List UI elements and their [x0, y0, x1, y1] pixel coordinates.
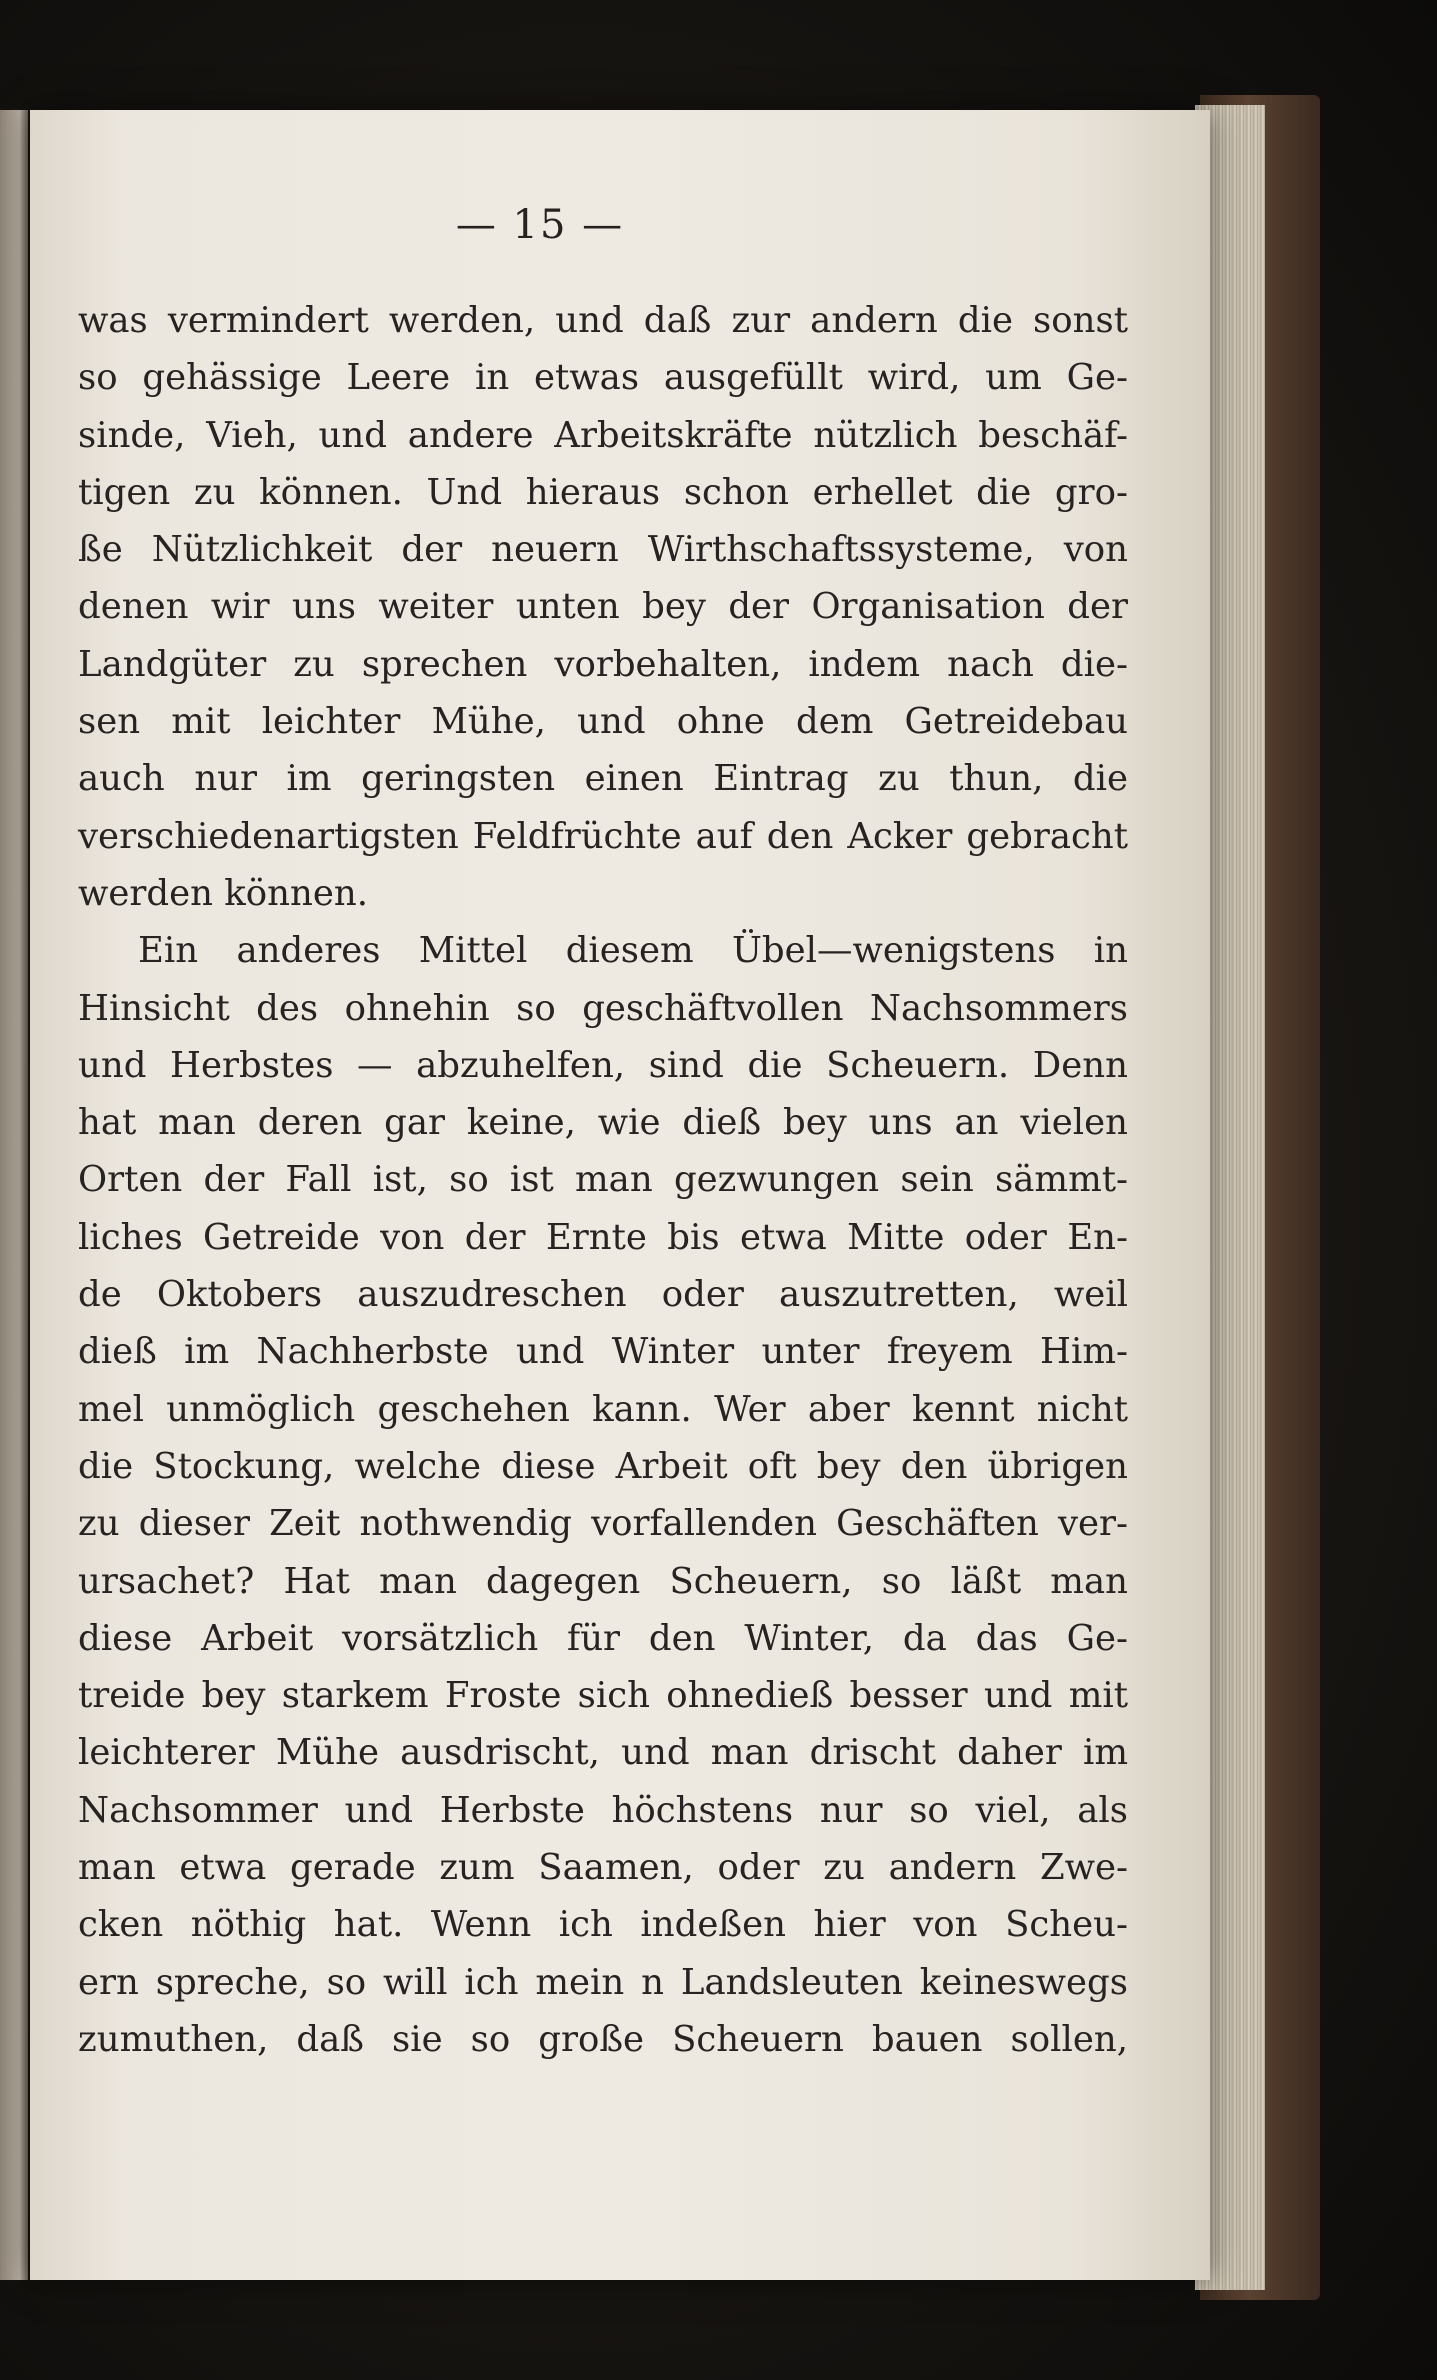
text-line: liches Getreide von der Ernte bis etwa Mitte oder En-	[78, 1216, 1128, 1258]
book-page	[30, 110, 1210, 2280]
text-line: so gehässige Leere in etwas ausgefüllt wird, um Ge-	[78, 357, 1128, 399]
text-line: verschiedenartigsten Feldfrüchte auf den Acker gebracht	[78, 815, 1128, 857]
text-line: ern spreche, so will ich mein n Landsleuten keineswegs	[78, 1961, 1128, 2003]
text-line: werden können.	[78, 872, 369, 914]
text-line: auch nur im geringsten einen Eintrag zu thun, die	[78, 758, 1128, 800]
text-line: de Oktobers auszudreschen oder auszutretten, weil	[78, 1274, 1128, 1316]
text-line: zu dieser Zeit nothwendig vorfallenden Geschäften ver-	[78, 1503, 1128, 1545]
page-number: — 15 —	[455, 202, 625, 248]
text-line: tigen zu können. Und hieraus schon erhellet die gro-	[78, 471, 1128, 513]
text-line: denen wir uns weiter unten bey der Organisation der	[78, 586, 1128, 628]
text-line: Nachsommer und Herbste höchstens nur so viel, als	[78, 1789, 1128, 1831]
text-line: Landgüter zu sprechen vorbehalten, indem nach die-	[78, 643, 1128, 685]
text-line: und Herbstes — abzuhelfen, sind die Scheuern. Denn	[78, 1044, 1128, 1086]
text-line: mel unmöglich geschehen kann. Wer aber kennt nicht	[78, 1388, 1128, 1430]
text-line: zumuthen, daß sie so große Scheuern bauen sollen,	[78, 2018, 1128, 2060]
text-line: dieß im Nachherbste und Winter unter freyem Him-	[78, 1331, 1128, 1373]
text-line: hat man deren gar keine, wie dieß bey uns an vielen	[78, 1102, 1128, 1144]
text-line: was vermindert werden, und daß zur andern die sonst	[78, 300, 1128, 341]
text-line: cken nöthig hat. Wenn ich indeßen hier von Scheu-	[78, 1904, 1128, 1946]
text-line: treide bey starkem Froste sich ohnedieß besser und mit	[78, 1675, 1128, 1717]
text-line: sinde, Vieh, und andere Arbeitskräfte nützlich beschäf-	[78, 414, 1128, 456]
text-line: Hinsicht des ohnehin so geschäftvollen Nachsommers	[78, 987, 1128, 1029]
text-line: ße Nützlichkeit der neuern Wirthschaftssysteme, von	[78, 529, 1128, 571]
text-line: diese Arbeit vorsätzlich für den Winter, da das Ge-	[78, 1617, 1128, 1659]
text-line: sen mit leichter Mühe, und ohne dem Getreidebau	[78, 701, 1128, 743]
body-text	[78, 292, 1128, 2068]
text-line: leichterer Mühe ausdrischt, und man drischt daher im	[78, 1732, 1128, 1774]
facing-page-edge	[0, 110, 28, 2280]
text-line: Ein anderes Mittel diesem Übel—wenigstens in	[138, 930, 1128, 972]
text-line: Orten der Fall ist, so ist man gezwungen sein sämmt-	[78, 1159, 1128, 1201]
text-line: ursachet? Hat man dagegen Scheuern, so läßt man	[78, 1560, 1128, 1602]
text-line: man etwa gerade zum Saamen, oder zu andern Zwe-	[78, 1847, 1128, 1889]
text-line: die Stockung, welche diese Arbeit oft bey den übrigen	[78, 1445, 1128, 1487]
